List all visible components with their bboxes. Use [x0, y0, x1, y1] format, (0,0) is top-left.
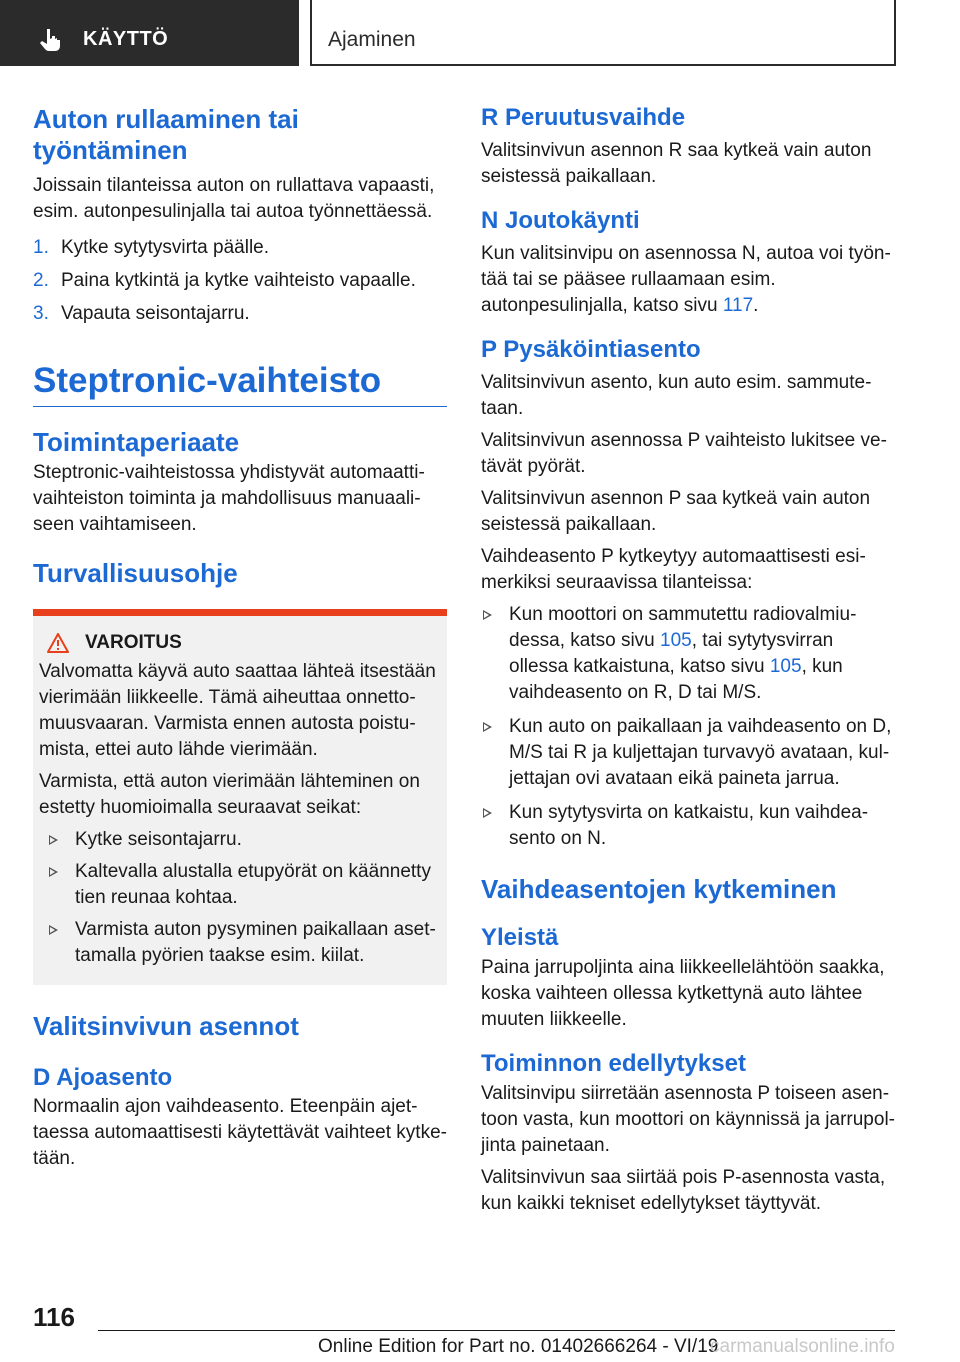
n-heading: N Joutokäynti	[481, 207, 640, 234]
list-item: Kun moottori on sammutettu radiovalmiudessa, katso sivu 105, tai sytytysvirran ollessa katkaistuna, katso sivu 105, kun vaihdeasento on R, D tai M/S.	[481, 602, 895, 706]
bullet-triangle-icon	[49, 925, 58, 935]
page-number: 116	[33, 1302, 75, 1332]
steptronic-heading: Steptronic-vaihteisto	[33, 361, 382, 400]
edition-text: Online Edition for Part no. 01402666264 - VI/19	[318, 1336, 719, 1357]
p-text-1: Valitsinvivun asento, kun auto esim. sammutetaan.	[481, 372, 872, 419]
d-text: Normaalin ajon vaihdeasento. Eteenpäin ajettaessa automaattisesti käytettävät vaihteet kytketään.	[33, 1096, 447, 1169]
heading-rule	[33, 406, 447, 407]
warning-header	[39, 632, 440, 654]
bullet-triangle-icon	[49, 867, 58, 877]
p-text-3: Valitsinvivun asennon P saa kytkeä vain auton seistessä paikallaan.	[481, 488, 871, 535]
bullet-triangle-icon	[49, 835, 58, 845]
list-item: Kun sytytysvirta on katkaistu, kun vaihdeasento on N.	[481, 800, 895, 852]
p-text-4: Vaihdeasento P kytkeytyy automaattisesti esimerkiksi seuraavissa tilanteissa:	[481, 546, 866, 593]
p-heading: P Pysäköintiasento	[481, 336, 701, 363]
list-item: Kun auto on paikallaan ja vaihdeasento on D, M/S tai R ja kuljettajan turvavyö avataan, kuljettajan ovi avataan eikä paineta jarrua.	[481, 714, 895, 792]
warning-box	[33, 609, 447, 985]
bullet-triangle-icon	[483, 610, 492, 620]
watermark-text: carmanualsonline.info	[710, 1336, 895, 1357]
safety-heading: Turvallisuusohje	[33, 558, 238, 588]
d-heading: D Ajoasento	[33, 1064, 173, 1091]
footer-rule	[98, 1330, 895, 1331]
list-item: 1. Kytke sytytysvirta päälle.	[33, 237, 270, 258]
list-item: Kytke seisontajarru.	[39, 827, 440, 853]
bullet-triangle-icon	[483, 808, 492, 818]
rolling-steps	[33, 235, 447, 327]
bullet-triangle-icon	[483, 722, 492, 732]
list-item: 3. Vapauta seisontajarru.	[33, 303, 250, 324]
list-item: Varmista auton pysyminen paikallaan asettamalla pyörien taakse esim. kiilat.	[39, 917, 440, 969]
warning-triangle-icon	[47, 633, 69, 653]
page-link[interactable]: 117	[722, 295, 754, 316]
selector-heading: Valitsinvivun asennot	[33, 1011, 299, 1041]
warning-label: VAROITUS	[85, 632, 182, 653]
list-item: 2. Paina kytkintä ja kytke vaihteisto vapaalle.	[33, 270, 416, 291]
header-section-tab	[0, 0, 299, 66]
left-column	[33, 100, 447, 1172]
hand-pointer-icon	[38, 27, 64, 53]
warning-text-2: Varmista, että auton vierimään lähteminen on estetty huomioimalla seuraavat seikat:	[39, 771, 420, 818]
r-text: Valitsinvivun asennon R saa kytkeä vain auton seistessä paikallaan.	[481, 140, 872, 187]
general-text: Paina jarrupoljinta aina liikkeellelähtöön saakka, koska vaihteen ollessa kytkettynä auto lähtee muuten liikkeelle.	[481, 957, 885, 1030]
n-text: Kun valitsinvipu on asennossa N, autoa voi työntää tai se pääsee rullaamaan esim. autonpesulinjalla, katso sivu 117.	[481, 243, 891, 316]
p-bullets	[481, 602, 895, 852]
requirements-text-2: Valitsinvivun saa siirtää pois P-asennosta vasta, kun kaikki tekniset edellytykset täyttyvät.	[481, 1167, 886, 1214]
p-text-2: Valitsinvivun asennossa P vaihteisto lukitsee vetävät pyörät.	[481, 430, 887, 477]
section-label: KÄYTTÖ	[83, 28, 169, 50]
requirements-text-1: Valitsinvipu siirretään asennosta P toiseen asentoon vasta, kun moottori on käynnissä ja jarrupoljinta painetaan.	[481, 1083, 895, 1156]
chapter-label: Ajaminen	[328, 28, 416, 51]
principle-text: Steptronic-vaihteistossa yhdistyvät automaattivaihteiston toiminta ja mahdollisuus manuaaliseen vaihtamiseen.	[33, 462, 425, 535]
page-link[interactable]: 105	[660, 630, 692, 651]
warning-text-1: Valvomatta käyvä auto saattaa lähteä itsestään vierimään liikkeelle. Tämä aiheuttaa onnettomuusvaaran. Varmista ennen autosta poistumista, ettei auto lähde vierimään.	[39, 661, 436, 760]
header-chapter-box	[310, 0, 896, 66]
principle-heading: Toimintaperiaate	[33, 427, 240, 457]
page-link[interactable]: 105	[769, 656, 802, 677]
shift-heading: Vaihdeasentojen kytkeminen	[481, 874, 837, 904]
rolling-text: Joissain tilanteissa auton on rullattava vapaasti, esim. autonpesulinjalla tai autoa työnnettäessä.	[33, 175, 435, 222]
list-item: Kaltevalla alustalla etupyörät on käännetty tien reunaa kohtaa.	[39, 859, 440, 911]
right-column	[481, 100, 895, 1217]
general-heading: Yleistä	[481, 924, 559, 951]
requirements-heading: Toiminnon edellytykset	[481, 1050, 746, 1077]
rolling-heading: Auton rullaaminen tai työntäminen	[33, 104, 299, 165]
r-heading: R Peruutusvaihde	[481, 104, 686, 131]
warning-bullets	[39, 827, 440, 969]
